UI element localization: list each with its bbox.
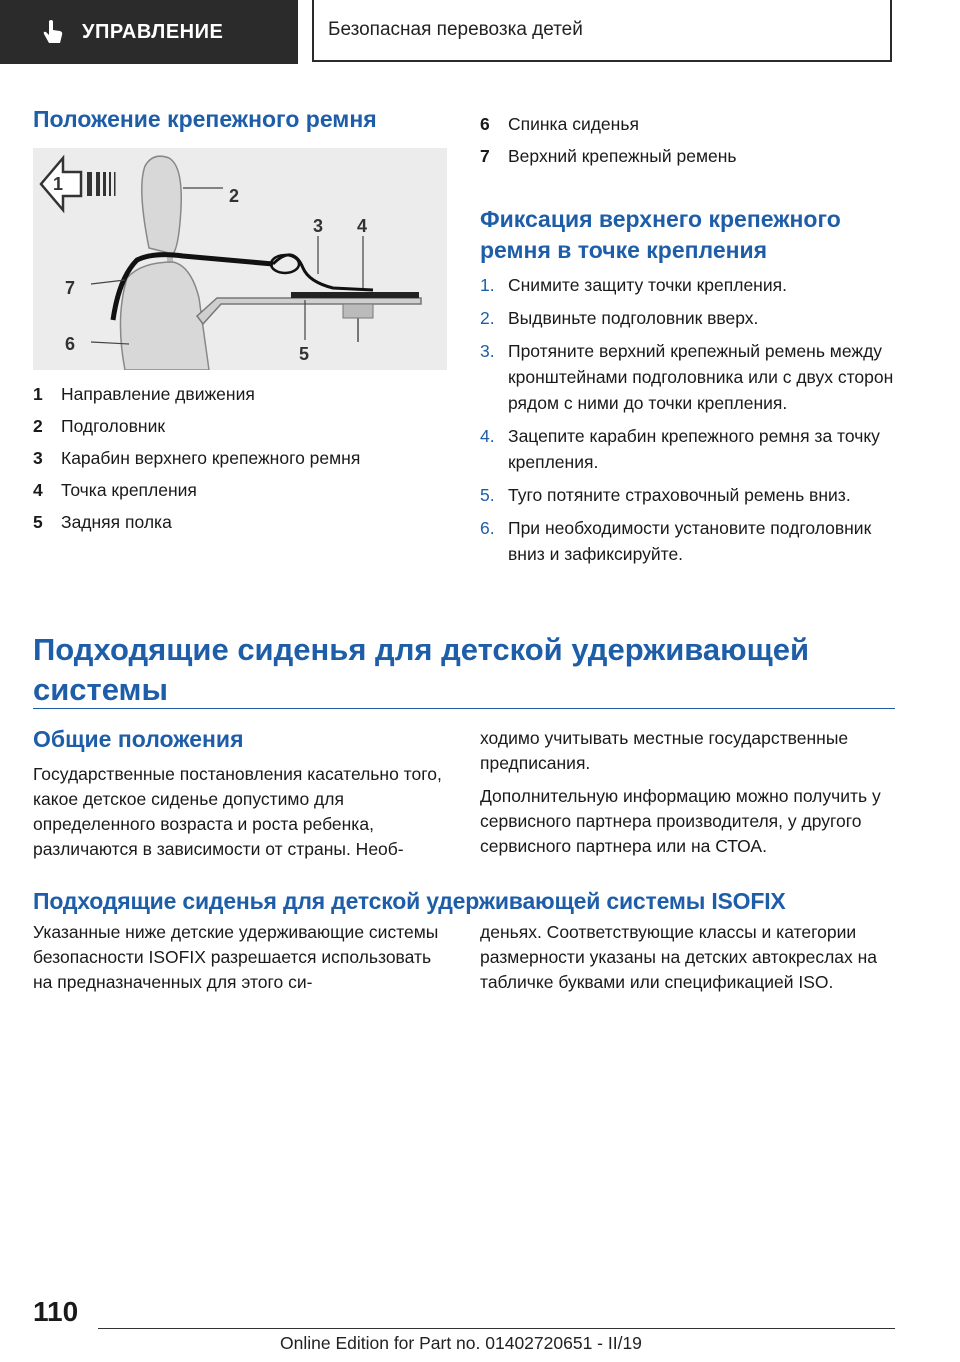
figure-legend-right — [480, 108, 894, 172]
legend-item: 1 Направление движения — [33, 384, 255, 404]
legend-item: 2 Подголовник — [33, 416, 166, 436]
seat-diagram — [33, 148, 447, 370]
callout-4: 4 — [357, 216, 368, 236]
legend-item: 7 Верхний крепежный ремень — [480, 146, 737, 166]
figure-legend-left — [33, 378, 447, 538]
general-paragraph-right-1: ходимо учитывать местные государственные предписания. — [480, 728, 849, 773]
legend-item: 5 Задняя полка — [33, 512, 172, 532]
callout-6: 6 — [65, 334, 76, 354]
header-section-tab — [0, 0, 298, 64]
general-paragraph-left: Государственные постановления касательно того, какое детское сиденье допустимо для определенного возраста и роста ребенка, различаются в зависимости от страны. Необ- — [33, 764, 442, 859]
step-item: 2. Выдвиньте подголовник вверх. — [480, 308, 759, 328]
step-item: 3. Протяните верхний крепежный ремень между кронштейнами подголовника или с двух сторон рядом с ними до точки крепления. — [480, 341, 894, 413]
general-provisions-heading: Общие положения — [33, 726, 244, 752]
step-item: 4. Зацепите карабин крепежного ремня за точку крепления. — [480, 426, 880, 472]
belt-position-figure — [33, 148, 447, 370]
belt-position-heading: Положение крепежного ремня — [33, 106, 377, 132]
header-section-label: УПРАВЛЕНИЕ — [82, 20, 224, 43]
fixation-steps — [480, 272, 894, 574]
rear-shelf-shape — [197, 298, 421, 324]
legend-item: 3 Карабин верхнего крепежного ремня — [33, 448, 361, 468]
general-paragraph-right-2: Дополнительную информацию можно получить у сервисного партнера производителя, у другого сервисного партнера или на СТОА. — [480, 786, 881, 856]
headrest-shape — [142, 156, 181, 254]
isofix-heading: Подходящие сиденья для детской удерживающей системы ISOFIX — [33, 888, 786, 914]
callout-2: 2 — [229, 186, 240, 206]
legend-item: 4 Точка крепления — [33, 480, 197, 500]
callout-7: 7 — [65, 278, 76, 298]
legend-item: 6 Спинка сиденья — [480, 114, 639, 134]
step-item: 6. При необходимости установите подголовник вниз и зафиксируйте. — [480, 518, 872, 564]
hand-pointer-icon — [42, 19, 64, 45]
isofix-paragraph-left: Указанные ниже детские удерживающие системы безопасности ISOFIX разрешается использовать на предназначенных для этого си- — [33, 922, 439, 992]
header-chapter — [312, 0, 892, 62]
section-divider — [33, 708, 895, 709]
seat-back-shape — [120, 262, 209, 370]
isofix-paragraph-right: деньях. Соответствующие классы и категории размерности указаны на детских автокреслах на табличке буквами или спецификацией ISO. — [480, 922, 878, 992]
step-item: 5. Туго потяните страховочный ремень вниз. — [480, 485, 851, 505]
fixation-heading: Фиксация верхнего крепежного ремня в точке крепления — [480, 206, 841, 263]
footer-edition: Online Edition for Part no. 01402720651 - II/19 — [280, 1333, 642, 1353]
suitable-seats-heading: Подходящие сиденья для детской удерживающей системы — [33, 632, 810, 707]
step-item: 1. Снимите защиту точки крепления. — [480, 275, 787, 295]
footer-divider — [98, 1328, 895, 1329]
page-number: 110 — [33, 1296, 79, 1327]
callout-3: 3 — [313, 216, 324, 236]
callout-1: 1 — [53, 174, 64, 194]
header-chapter-label: Безопасная перевозка детей — [328, 19, 583, 40]
callout-5: 5 — [299, 344, 310, 364]
